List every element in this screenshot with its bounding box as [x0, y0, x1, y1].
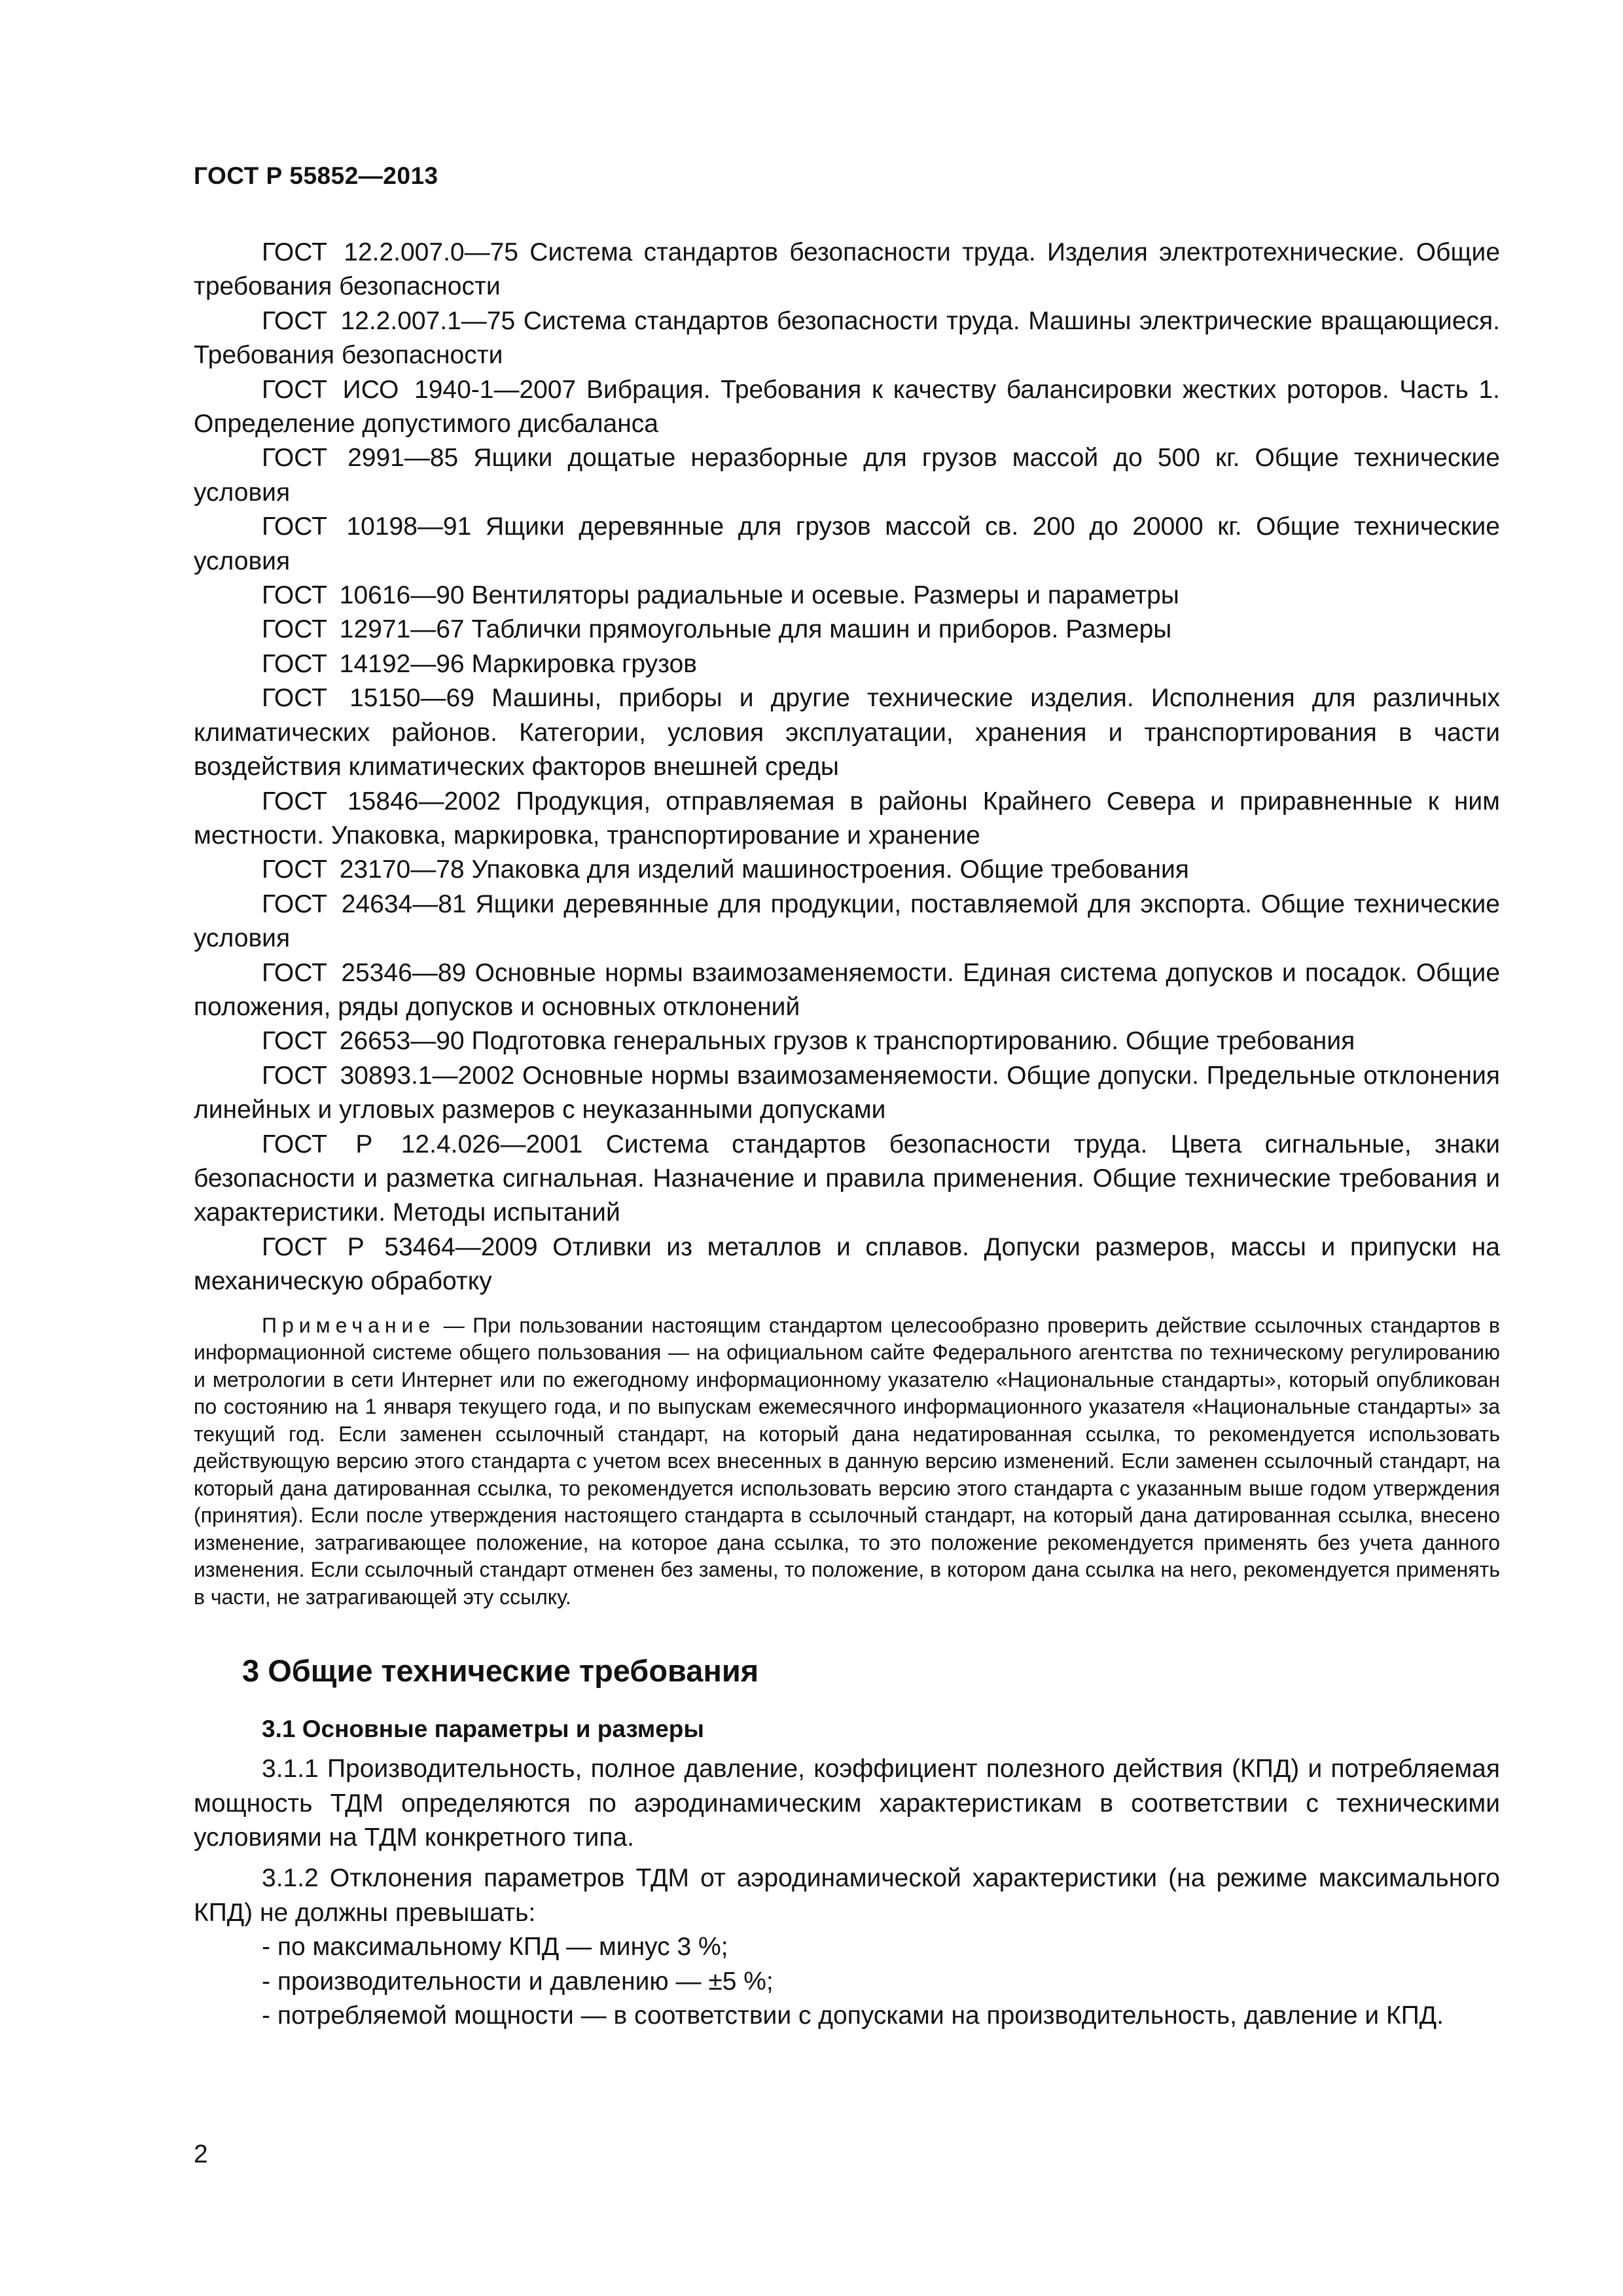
reference-code: ГОСТ 15150—69 — [262, 684, 474, 713]
reference-item — [194, 956, 1500, 1025]
list-item: - потребляемой мощности — в соответствии с допусками на производительность, давление и КПД. — [262, 2001, 1444, 2030]
reference-code: ГОСТ 12.2.007.0—75 — [262, 238, 518, 266]
section-title: 3 Общие технические требования — [242, 1653, 759, 1689]
reference-title: Маркировка грузов — [471, 649, 697, 678]
reference-code: ГОСТ Р 53464—2009 — [262, 1232, 538, 1261]
reference-title: Основные нормы взаимозаменяемости. Общие допуски. Предельные отклонения линейных и угловых размеров с неуказанными допусками — [194, 1061, 1500, 1124]
reference-code: ГОСТ 10616—90 — [262, 581, 465, 610]
note-label: Примечание — [262, 1313, 436, 1337]
reference-title: Отливки из металлов и сплавов. Допуски размеров, массы и припуски на механическую обработку — [194, 1232, 1500, 1296]
paragraph-3-1-1: 3.1.1 Производительность, полное давление, коэффициент полезного действия (КПД) и потребляемая мощность ТДМ определяются по аэродинамическим характеристикам в соответствии с техническими условиями на ТДМ конкретного типа. — [194, 1755, 1500, 1852]
reference-code: ГОСТ 24634—81 — [262, 889, 467, 918]
reference-code: ГОСТ 12971—67 — [262, 615, 465, 644]
reference-title: Система стандартов безопасности труда. Цвета сигнальные, знаки безопасности и разметка сигнальная. Назначение и правила применения. Общие технические требования и характеристики. Методы испытаний — [194, 1130, 1500, 1227]
deviation-list — [194, 1930, 1500, 2033]
reference-title: Вибрация. Требования к качеству балансировки жестких роторов. Часть 1. Определение допустимого дисбаланса — [194, 375, 1500, 439]
reference-item — [194, 647, 1500, 681]
reference-title: Система стандартов безопасности труда. Машины электрические вращающиеся. Требования безопасности — [194, 306, 1500, 370]
reference-title: Основные нормы взаимозаменяемости. Единая система допусков и посадок. Общие положения, ряды допусков и основных отклонений — [194, 958, 1501, 1021]
reference-title: Машины, приборы и другие технические изделия. Исполнения для различных климатических районов. Категории, условия эксплуатации, хранения и транспортирования в части воздействия климатических факторов внешней среды — [194, 684, 1500, 781]
reference-code: ГОСТ 23170—78 — [262, 855, 465, 884]
reference-item — [194, 510, 1500, 579]
page-number: 2 — [194, 2140, 208, 2168]
reference-item — [194, 1128, 1500, 1230]
reference-code: ГОСТ 26653—90 — [262, 1027, 465, 1056]
reference-title: Подготовка генеральных грузов к транспортированию. Общие требования — [471, 1027, 1355, 1056]
note-text: — При пользовании настоящим стандартом целесообразно проверить действие ссылочных стандартов в информационной системе общего пользования — на официальном сайте Федерального агентства по техническому регулированию и метрологии в сети Интернет или по ежегодному информационному указателю «Национальные стандарты», который опубликован по состоянию на 1 января текущего года, и по выпускам ежемесячного информационного указателя «Национальные стандарты» за текущий год. Если заменен ссылочный стандарт, на который дана недатированная ссылка, то рекомендуется использовать действующую версию этого стандарта с учетом всех внесенных в данную версию изменений. Если заменен ссылочный стандарт, на который дана датированная ссылка, то рекомендуется использовать версию этого стандарта с указанным выше годом утверждения (принятия). Если после утверждения настоящего стандарта в ссылочный стандарт, на который дана датированная ссылка, внесено изменение, затрагивающее положение, на которое дана ссылка, то это положение рекомендуется применять без учета данного изменения. Если ссылочный стандарт отменен без замены, то положение, в котором дана ссылка на него, рекомендуется применять в части, не затрагивающей эту ссылку. — [194, 1313, 1501, 1609]
reference-item — [194, 579, 1500, 613]
reference-item — [194, 373, 1500, 442]
reference-code: ГОСТ 10198—91 — [262, 512, 472, 541]
reference-item — [194, 1230, 1500, 1299]
reference-title: Система стандартов безопасности труда. Изделия электротехнические. Общие требования безопасности — [194, 238, 1501, 301]
reference-code: ГОСТ 2991—85 — [262, 444, 459, 473]
document-body — [194, 236, 1500, 2033]
list-item: - по максимальному КПД — минус 3 %; — [262, 1933, 728, 1962]
reference-code: ГОСТ ИСО 1940-1—2007 — [262, 375, 577, 404]
reference-title: Ящики деревянные для грузов массой св. 200 до 20000 кг. Общие технические условия — [194, 512, 1501, 575]
reference-item — [194, 236, 1500, 304]
paragraph-3-1-2: 3.1.2 Отклонения параметров ТДМ от аэродинамической характеристики (на режиме максимального КПД) не должны превышать: — [194, 1864, 1500, 1927]
reference-item — [194, 853, 1500, 887]
reference-item — [194, 785, 1500, 853]
reference-code: ГОСТ 14192—96 — [262, 649, 465, 678]
reference-code: ГОСТ 30893.1—2002 — [262, 1061, 515, 1090]
reference-item — [194, 888, 1500, 956]
reference-item — [194, 681, 1500, 784]
reference-code: ГОСТ 15846—2002 — [262, 787, 501, 816]
reference-title: Вентиляторы радиальные и осевые. Размеры и параметры — [471, 581, 1179, 610]
reference-title: Таблички прямоугольные для машин и приборов. Размеры — [471, 615, 1172, 644]
list-item: - производительности и давлению — ±5 %; — [262, 1967, 774, 1996]
document-header: ГОСТ Р 55852—2013 — [194, 162, 438, 189]
reference-item — [194, 1024, 1500, 1058]
reference-code: ГОСТ 12.2.007.1—75 — [262, 306, 516, 335]
reference-code: ГОСТ 25346—89 — [262, 958, 467, 987]
reference-title: Ящики деревянные для продукции, поставляемой для экспорта. Общие технические условия — [194, 889, 1500, 953]
reference-item — [194, 304, 1500, 373]
note-paragraph — [194, 1312, 1500, 1611]
reference-code: ГОСТ Р 12.4.026—2001 — [262, 1130, 583, 1158]
reference-item — [194, 613, 1500, 647]
subsection-title: 3.1 Основные параметры и размеры — [262, 1715, 705, 1743]
reference-title: Упаковка для изделий машиностроения. Общие требования — [471, 855, 1189, 884]
reference-title: Продукция, отправляемая в районы Крайнего Севера и приравненные к ним местности. Упаковка, маркировка, транспортирование и хранение — [194, 787, 1500, 850]
reference-title: Ящики дощатые неразборные для грузов массой до 500 кг. Общие технические условия — [194, 444, 1500, 507]
reference-item — [194, 1059, 1500, 1128]
reference-item — [194, 441, 1500, 510]
